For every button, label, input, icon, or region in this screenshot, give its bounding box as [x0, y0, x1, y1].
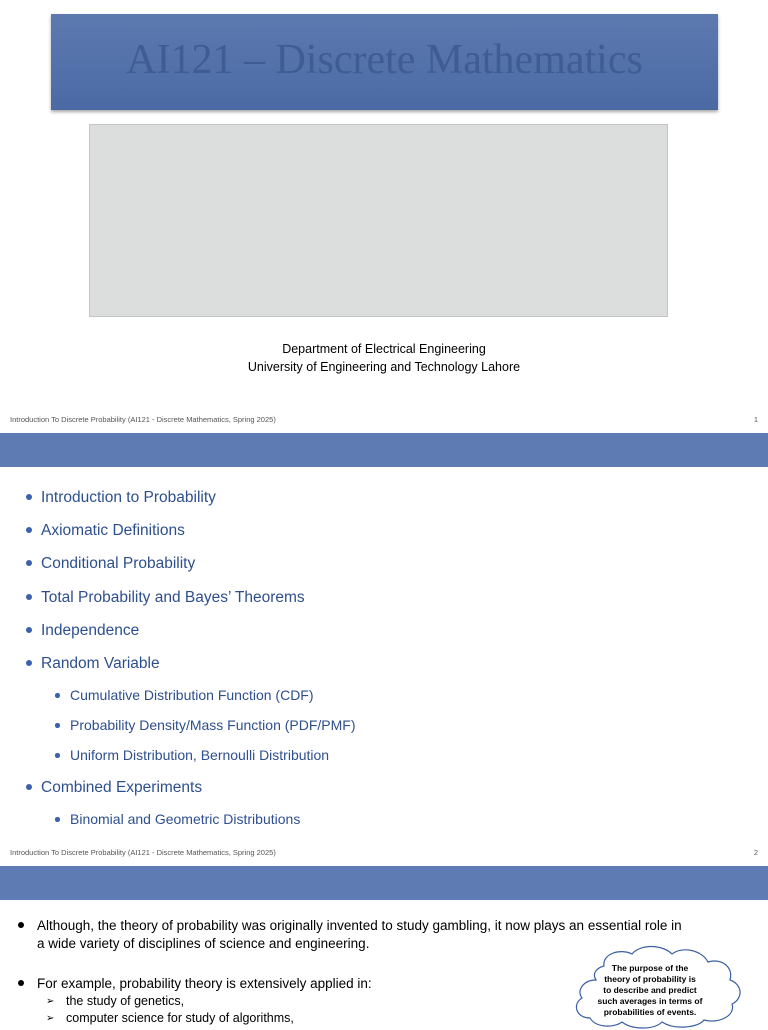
bullet-icon [26, 627, 32, 633]
bullet-icon [18, 922, 24, 928]
bullet-icon [26, 527, 32, 533]
bullet-icon [26, 494, 32, 500]
page-number: 2 [753, 848, 758, 857]
bullet-icon [26, 784, 32, 790]
bullet-icon [55, 693, 60, 698]
bullet-icon [55, 723, 60, 728]
arrow-bullet-icon: ➢ [46, 996, 55, 1007]
cloud-text-line: probabilities of events. [603, 1007, 697, 1017]
outline-item [41, 489, 216, 507]
outline-item [41, 522, 185, 540]
slide-header-band [0, 866, 768, 900]
cloud-text-line: theory of probability is [604, 974, 696, 984]
outline-item-label: Combined Experiments [41, 779, 203, 796]
slide-footer: Introduction To Discrete Probability (AI121 - Discrete Mathematics, Spring 2025) [10, 415, 276, 424]
slide-title: AI121 – Discrete Mathematics [126, 37, 643, 83]
slide-footer: Introduction To Discrete Probability (AI121 - Discrete Mathematics, Spring 2025) [10, 848, 276, 857]
outline-item [41, 589, 305, 607]
cloud-text-line: such averages in terms of [597, 996, 703, 1006]
outline-item [70, 687, 314, 703]
outline-item [41, 655, 160, 673]
paragraph-2: For example, probability theory is extensively applied in: [37, 976, 372, 991]
page-number: 1 [753, 415, 758, 424]
sub-item: the study of genetics, [66, 994, 185, 1008]
bullet-icon [26, 594, 32, 600]
image-placeholder [89, 124, 668, 317]
outline-item-label: Random Variable [41, 655, 160, 672]
outline-item-label: Uniform Distribution, Bernoulli Distribution [70, 747, 330, 763]
sub-item: computer science for study of algorithms, [66, 1011, 294, 1025]
affiliation [0, 340, 768, 376]
outline-item [70, 811, 300, 827]
cloud-callout-text [590, 963, 710, 1018]
university-name: University of Engineering and Technology Lahore [247, 360, 521, 374]
outline-item [41, 779, 202, 797]
paragraph-line: a wide variety of disciplines of science and engineering. [37, 936, 370, 951]
slide-header-band [0, 433, 768, 467]
outline-item-label: Introduction to Probability [41, 489, 216, 506]
outline-item [70, 717, 356, 733]
outline-item-label: Total Probability and Bayes’ Theorems [41, 589, 305, 606]
cloud-text-line: The purpose of the [611, 963, 689, 973]
bullet-icon [55, 817, 60, 822]
outline-item-label: Probability Density/Mass Function (PDF/PMF) [70, 717, 356, 733]
bullet-icon [55, 753, 60, 758]
outline-item-label: Conditional Probability [41, 555, 196, 572]
department-name: Department of Electrical Engineering [282, 342, 486, 356]
paragraph-line: Although, the theory of probability was originally invented to study gambling, it now plays an essential role in [37, 918, 682, 933]
outline-item-label: Binomial and Geometric Distributions [70, 811, 301, 827]
outline-item-label: Cumulative Distribution Function (CDF) [70, 687, 314, 703]
cloud-text-line: to describe and predict [603, 985, 697, 995]
bullet-icon [26, 660, 32, 666]
outline-item-label: Independence [41, 622, 140, 639]
outline-item [41, 622, 139, 640]
arrow-bullet-icon: ➢ [46, 1013, 55, 1024]
outline-item-label: Axiomatic Definitions [41, 522, 185, 539]
bullet-icon [18, 980, 24, 986]
outline-item [70, 747, 329, 763]
bullet-icon [26, 560, 32, 566]
outline-item [41, 555, 195, 573]
